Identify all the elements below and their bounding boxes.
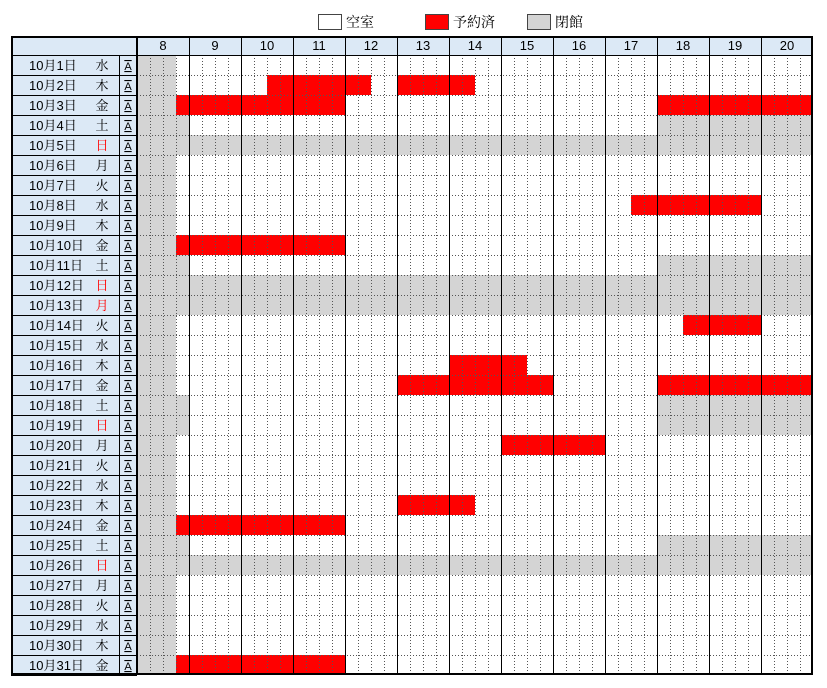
- date-label: 10月17日: [29, 378, 84, 393]
- closed-block: [137, 235, 176, 255]
- closed-block: [137, 155, 176, 175]
- period-mark: A: [124, 241, 132, 253]
- weekday-label: 月: [95, 298, 109, 313]
- date-label: 10月5日: [29, 138, 77, 153]
- period-mark: A: [124, 221, 132, 233]
- closed-block: [137, 615, 176, 635]
- period-mark: A: [124, 581, 132, 593]
- hour-label-18: 18: [675, 38, 691, 53]
- weekday-label: 木: [95, 498, 109, 513]
- date-label: 10月16日: [29, 358, 84, 373]
- period-mark: A: [124, 421, 132, 433]
- closed-block: [137, 95, 176, 115]
- date-label: 10月14日: [29, 318, 84, 333]
- date-label: 10月26日: [29, 558, 84, 573]
- weekday-label: 土: [95, 398, 109, 413]
- closed-block: [137, 475, 176, 495]
- hour-label-9: 9: [211, 38, 219, 53]
- legend: [0, 12, 827, 32]
- closed-block: [137, 195, 176, 215]
- weekday-label: 水: [95, 338, 109, 353]
- date-label: 10月20日: [29, 438, 84, 453]
- weekday-label: 月: [95, 578, 109, 593]
- period-mark: A: [124, 161, 132, 173]
- date-label: 10月11日: [29, 258, 83, 273]
- weekday-label: 水: [95, 198, 109, 213]
- closed-block: [137, 515, 176, 535]
- legend-booked-label: 予約済: [453, 14, 495, 30]
- weekday-label: 金: [95, 98, 109, 113]
- date-label: 10月2日: [29, 78, 77, 93]
- closed-block: [137, 575, 176, 595]
- period-mark: A: [124, 621, 132, 633]
- hour-label-13: 13: [415, 38, 431, 53]
- weekday-label: 金: [95, 238, 109, 253]
- date-label: 10月21日: [29, 458, 84, 473]
- date-label: 10月30日: [29, 638, 84, 653]
- date-label: 10月15日: [29, 338, 84, 353]
- hour-label-14: 14: [467, 38, 483, 53]
- period-mark: A: [124, 201, 132, 213]
- weekday-label: 土: [95, 538, 109, 553]
- period-mark: A: [124, 481, 132, 493]
- date-label: 10月31日: [29, 658, 84, 673]
- date-label: 10月12日: [29, 278, 84, 293]
- closed-block: [137, 435, 176, 455]
- legend-vacant-swatch: [318, 14, 342, 30]
- period-mark: A: [124, 441, 132, 453]
- closed-block: [137, 595, 176, 615]
- period-mark: A: [124, 601, 132, 613]
- date-label: 10月27日: [29, 578, 84, 593]
- weekday-label: 日: [95, 558, 109, 573]
- weekday-label: 火: [95, 318, 109, 333]
- date-label: 10月7日: [29, 178, 77, 193]
- date-label: 10月9日: [29, 218, 77, 233]
- date-label: 10月19日: [29, 418, 84, 433]
- period-mark: A: [124, 81, 132, 93]
- period-mark: A: [124, 381, 132, 393]
- header-background: [11, 36, 813, 55]
- weekday-label: 土: [95, 118, 109, 133]
- legend-closed-label: 閉館: [555, 14, 583, 30]
- date-label: 10月25日: [29, 538, 84, 553]
- closed-block: [137, 215, 176, 235]
- weekday-label: 水: [95, 618, 109, 633]
- weekday-label: 火: [95, 598, 109, 613]
- date-label: 10月24日: [29, 518, 84, 533]
- weekday-label: 月: [95, 158, 109, 173]
- date-label: 10月4日: [29, 118, 77, 133]
- period-mark: A: [124, 561, 132, 573]
- hour-label-15: 15: [519, 38, 535, 53]
- closed-block: [137, 355, 176, 375]
- date-label: 10月13日: [29, 298, 84, 313]
- hour-label-12: 12: [363, 38, 379, 53]
- period-mark: A: [124, 181, 132, 193]
- date-label: 10月28日: [29, 598, 84, 613]
- period-mark: A: [124, 261, 132, 273]
- period-mark: A: [124, 301, 132, 313]
- date-label: 10月23日: [29, 498, 84, 513]
- weekday-label: 火: [95, 178, 109, 193]
- period-mark: A: [124, 641, 132, 653]
- hour-label-19: 19: [727, 38, 743, 53]
- weekday-label: 木: [95, 358, 109, 373]
- closed-block: [137, 315, 176, 335]
- date-label: 10月29日: [29, 618, 84, 633]
- schedule-grid: [11, 36, 813, 676]
- period-mark: A: [124, 541, 132, 553]
- closed-block: [137, 655, 176, 675]
- date-label: 10月22日: [29, 478, 84, 493]
- period-mark: A: [124, 321, 132, 333]
- period-mark: A: [124, 101, 132, 113]
- date-label: 10月8日: [29, 198, 77, 213]
- weekday-label: 日: [95, 138, 109, 153]
- period-mark: A: [124, 121, 132, 133]
- legend-booked: [425, 12, 495, 32]
- weekday-label: 木: [95, 218, 109, 233]
- date-label: 10月10日: [29, 238, 84, 253]
- period-mark: A: [124, 281, 132, 293]
- legend-booked-swatch: [425, 14, 449, 30]
- hour-label-10: 10: [259, 38, 275, 53]
- weekday-label: 木: [95, 638, 109, 653]
- weekday-label: 木: [95, 78, 109, 93]
- date-label: 10月6日: [29, 158, 77, 173]
- legend-vacant: [318, 12, 374, 32]
- period-mark: A: [124, 501, 132, 513]
- hour-label-20: 20: [779, 38, 795, 53]
- weekday-label: 月: [95, 438, 109, 453]
- weekday-label: 土: [95, 258, 109, 273]
- legend-closed-swatch: [527, 14, 551, 30]
- legend-vacant-label: 空室: [346, 14, 374, 30]
- weekday-label: 金: [95, 518, 109, 533]
- closed-block: [137, 335, 176, 355]
- period-mark: A: [124, 401, 132, 413]
- period-mark: A: [124, 341, 132, 353]
- closed-block: [137, 55, 176, 75]
- weekday-label: 日: [95, 418, 109, 433]
- closed-block: [137, 75, 176, 95]
- weekday-label: 日: [95, 278, 109, 293]
- hour-label-11: 11: [312, 38, 326, 53]
- closed-block: [137, 175, 176, 195]
- closed-block: [137, 635, 176, 655]
- legend-closed: [527, 12, 583, 32]
- closed-block: [137, 375, 176, 395]
- date-label: 10月18日: [29, 398, 84, 413]
- closed-block: [137, 495, 176, 515]
- weekday-label: 水: [95, 58, 109, 73]
- date-label: 10月3日: [29, 98, 77, 113]
- hour-label-8: 8: [159, 38, 167, 53]
- period-mark: A: [124, 521, 132, 533]
- weekday-label: 水: [95, 478, 109, 493]
- weekday-label: 火: [95, 458, 109, 473]
- weekday-label: 金: [95, 658, 109, 673]
- period-mark: A: [124, 661, 132, 673]
- date-label: 10月1日: [29, 58, 77, 73]
- period-mark: A: [124, 61, 132, 73]
- period-mark: A: [124, 141, 132, 153]
- hour-label-17: 17: [623, 38, 639, 53]
- hour-label-16: 16: [571, 38, 587, 53]
- period-mark: A: [124, 361, 132, 373]
- weekday-label: 金: [95, 378, 109, 393]
- closed-block: [137, 455, 176, 475]
- period-mark: A: [124, 461, 132, 473]
